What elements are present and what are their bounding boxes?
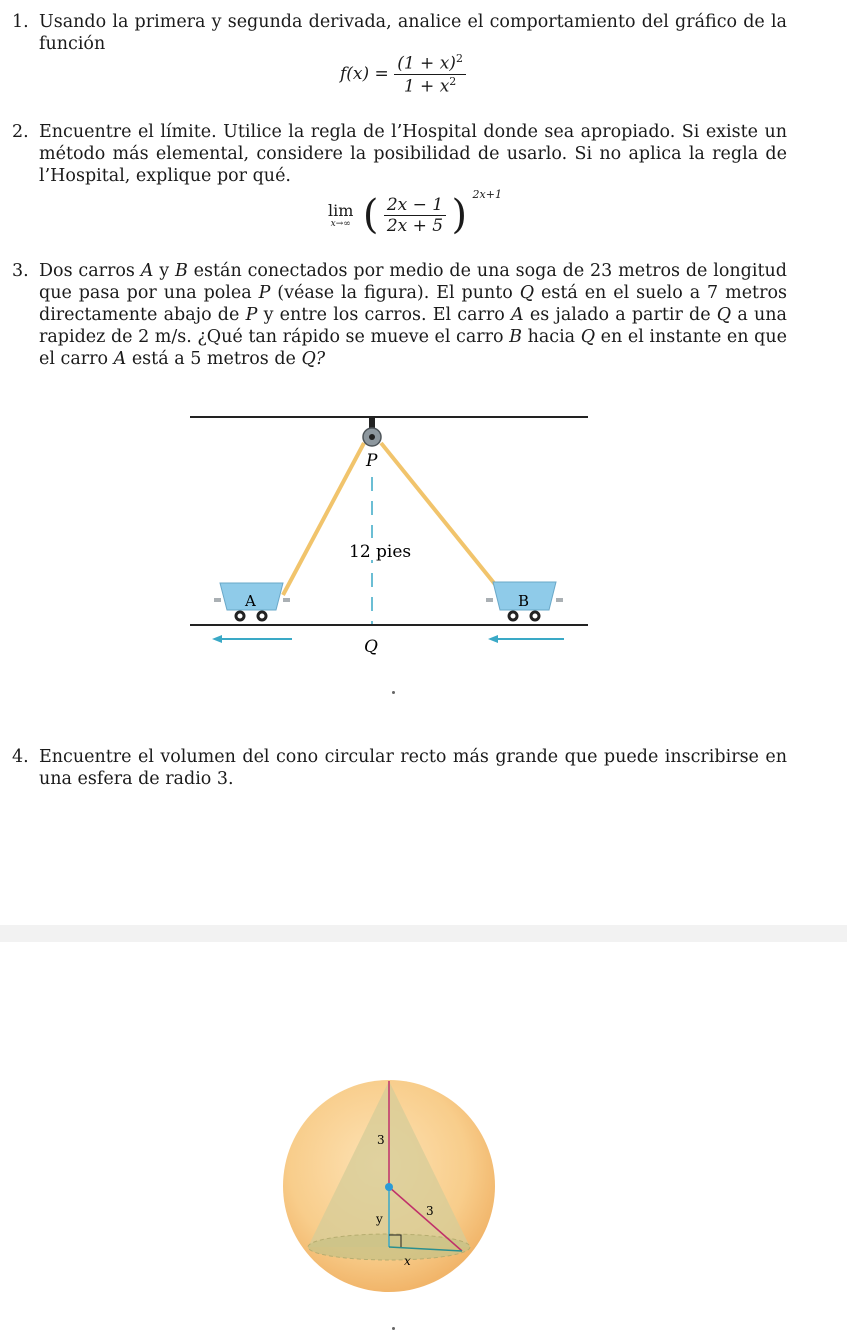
pulley-icon	[363, 417, 381, 446]
stray-dot	[392, 1327, 395, 1330]
height-label: 12 pies	[349, 542, 412, 562]
eq1-numerator: (1 + x)	[397, 53, 456, 74]
problem-2	[12, 121, 787, 187]
eq2-lim: lim	[328, 201, 354, 220]
eq2-fraction	[384, 195, 446, 236]
label-radius: 3	[426, 1204, 434, 1218]
sphere-center-dot	[385, 1183, 393, 1191]
problem-number: 1.	[12, 12, 29, 32]
eq1-lhs: f(x) =	[340, 64, 389, 85]
arrow-left-icon	[488, 635, 564, 643]
problem-text: Dos carros A y B están conectados por medio de una soga de 23 metros de longitud que pasa por una polea P (véase la figura). El punto Q está en el suelo a 7 metros directamente abajo de P y entre los carros. El carro A es jalado a partir de Q a una rapidez de 2 m/s. ¿Qué tan rápido se mueve el carro B hacia Q en el instante en que el carro A está a 5 metros de Q?	[39, 261, 787, 369]
cart-a	[214, 583, 290, 620]
eq2-exponent: 2x+1	[472, 187, 502, 201]
pulley-label: P	[366, 451, 378, 471]
cart-b	[486, 582, 563, 620]
eq2-subscript: x→∞	[330, 219, 351, 229]
eq2-left-paren: (	[362, 192, 379, 238]
arrow-left-icon	[212, 635, 292, 643]
cone-sphere-figure	[280, 1075, 500, 1297]
problem-number: 4.	[12, 747, 29, 767]
ground-label: Q	[364, 637, 378, 657]
problem-text: Encuentre el límite. Utilice la regla de l’Hospital donde sea apropiado. Si existe un método más elemental, considere la posibilidad de usarlo. Si no aplica la regla de l’Hospital, explique por qué.	[39, 122, 787, 186]
eq1-fraction	[394, 52, 466, 96]
eq1-den-exponent: 2	[449, 74, 457, 88]
label-x: x	[404, 1254, 411, 1268]
equation-2	[328, 187, 502, 244]
pulley-figure	[180, 405, 600, 665]
eq1-denominator: 1 + x	[403, 76, 450, 97]
problem-4	[12, 746, 787, 790]
rope-right	[381, 443, 498, 588]
label-top: 3	[377, 1133, 385, 1147]
eq2-numerator: 2x − 1	[386, 194, 444, 215]
cart-b-label: B	[518, 592, 530, 610]
cart-a-label: A	[245, 592, 256, 610]
problem-text: Encuentre el volumen del cono circular recto más grande que puede inscribirse en una esfera de radio 3.	[39, 747, 787, 789]
eq1-num-exponent: 2	[455, 52, 463, 65]
page-separator	[0, 925, 847, 942]
eq2-right-paren: )	[451, 192, 468, 238]
problem-text: Usando la primera y segunda derivada, analice el comportamiento del gráfico de la función	[39, 12, 787, 54]
equation-1	[340, 52, 466, 96]
eq2-denominator: 2x + 5	[384, 215, 446, 236]
problem-3	[12, 260, 787, 370]
problem-number: 3.	[12, 261, 29, 281]
problem-number: 2.	[12, 122, 29, 142]
label-y: y	[376, 1212, 383, 1226]
stray-dot	[392, 691, 395, 694]
rope-left	[283, 443, 364, 595]
problem-1	[12, 11, 787, 55]
